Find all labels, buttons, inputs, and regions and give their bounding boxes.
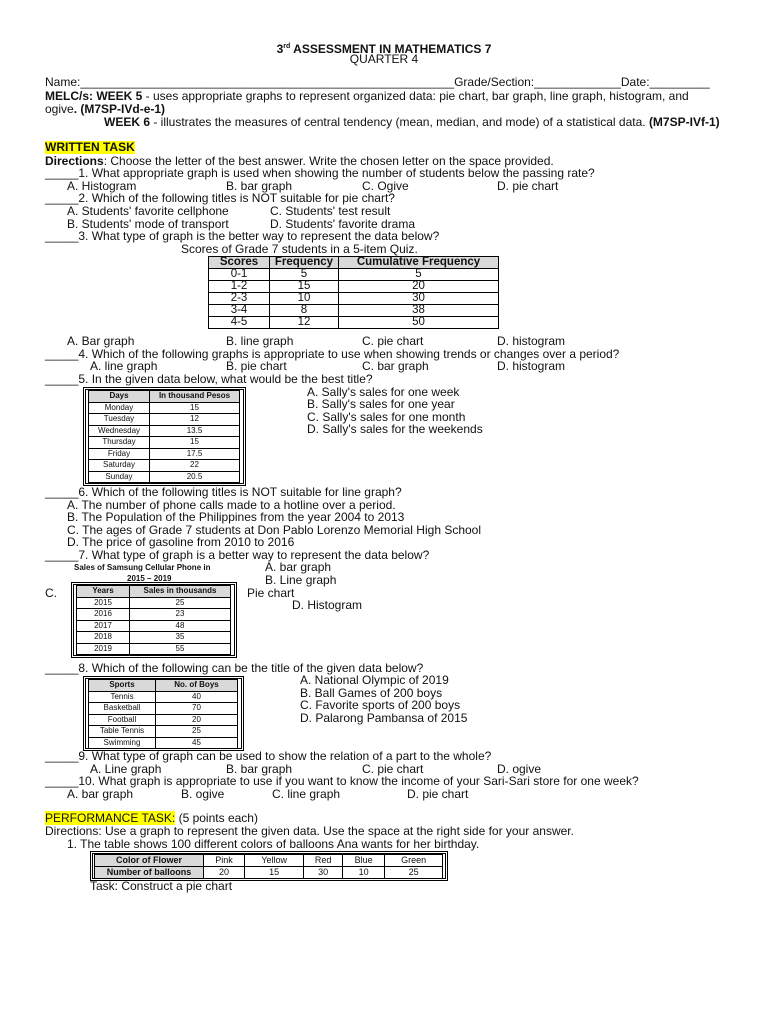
q3-table — [208, 256, 499, 329]
table-header-row — [89, 391, 240, 403]
performance-task-label: PERFORMANCE TASK: — [45, 811, 176, 825]
table-cell: Basketball — [89, 703, 156, 715]
table-row — [89, 460, 240, 472]
table-row — [77, 609, 231, 621]
table-row — [77, 632, 231, 644]
q5-option-a: A. Sally's sales for one week — [307, 385, 460, 399]
table-cell: 15 — [150, 402, 240, 414]
question-2: _____2. Which of the following titles is NOT suitable for pie chart? — [45, 191, 395, 205]
table-cell: Tuesday — [89, 414, 150, 426]
table-cell: 2015 — [77, 597, 130, 609]
table-cell: Red — [304, 855, 343, 867]
q6-option-a: A. The number of phone calls made to a hotline over a period. — [67, 498, 396, 512]
table-row — [89, 425, 240, 437]
table-cell: 15 — [270, 281, 339, 293]
q1-option-d: D. pie chart — [497, 179, 559, 193]
table-row — [89, 471, 240, 483]
question-7: _____7. What type of graph is a better way to represent the data below? — [45, 548, 430, 562]
question-5: _____5. In the given data below, what would be the best title? — [45, 372, 373, 386]
table-cell: 2018 — [77, 632, 130, 644]
q3-option-b: B. line graph — [226, 334, 294, 348]
q8-option-b: B. Ball Games of 200 boys — [300, 686, 443, 700]
q5-table — [88, 390, 240, 483]
table-cell: 13.5 — [150, 425, 240, 437]
table-header: Sales in thousands — [130, 586, 231, 598]
table-cell: 20 — [156, 714, 238, 726]
table-cell: 2019 — [77, 643, 130, 655]
q2-option-b: B. Students' mode of transport — [67, 217, 229, 231]
table-header-row — [89, 680, 238, 692]
q7-table — [76, 585, 231, 655]
table-cell: 20 — [204, 867, 245, 879]
q3-option-a: A. Bar graph — [67, 334, 135, 348]
table-cell: 30 — [304, 867, 343, 879]
table-cell: 25 — [385, 867, 443, 879]
melc-label: MELC/s: — [45, 89, 93, 103]
table-cell: Saturday — [89, 460, 150, 472]
table-cell: Monday — [89, 402, 150, 414]
q8-option-a: A. National Olympic of 2019 — [300, 673, 449, 687]
table-cell: 70 — [156, 703, 238, 715]
table-cell: Thursday — [89, 437, 150, 449]
written-task-heading: WRITTEN TASK — [45, 140, 135, 154]
performance-task-points: (5 points each) — [175, 811, 258, 825]
table-cell: 12 — [270, 317, 339, 329]
q6-option-b: B. The Population of the Philippines from the year 2004 to 2013 — [67, 510, 405, 524]
table-cell: 17.5 — [150, 448, 240, 460]
table-cell: Green — [385, 855, 443, 867]
table-cell: 50 — [339, 317, 499, 329]
title-superscript: rd — [283, 43, 291, 50]
table-cell: Football — [89, 714, 156, 726]
table-header: Color of Flower — [95, 855, 204, 867]
table-row — [95, 855, 443, 867]
table-cell: Tennis — [89, 691, 156, 703]
table-row — [95, 867, 443, 879]
q7-option-b: B. Line graph — [265, 573, 337, 587]
q9-option-a: A. Line graph — [90, 762, 162, 776]
q9-option-b: B. bar graph — [226, 762, 293, 776]
table-row — [89, 414, 240, 426]
q1-option-a: A. Histogram — [67, 179, 137, 193]
q2-option-a: A. Students' favorite cellphone — [67, 204, 229, 218]
table-row — [77, 643, 231, 655]
table-row — [89, 448, 240, 460]
question-4: _____4. Which of the following graphs is appropriate to use when showing trends or changes over a period? — [45, 347, 620, 361]
q10-option-b: B. ogive — [181, 787, 225, 801]
table-header-row — [77, 586, 231, 598]
table-cell: 2017 — [77, 620, 130, 632]
table-header: In thousand Pesos — [150, 391, 240, 403]
q2-option-c: C. Students' test result — [270, 204, 391, 218]
table-cell: Blue — [343, 855, 385, 867]
q3-option-d: D. histogram — [497, 334, 566, 348]
q8-option-c: C. Favorite sports of 200 boys — [300, 698, 461, 712]
q9-option-c: C. pie chart — [362, 762, 424, 776]
table-cell: 55 — [130, 643, 231, 655]
question-8: _____8. Which of the following can be the title of the given data below? — [45, 661, 424, 675]
week5-code: . (M7SP-IVd-e-1) — [73, 102, 166, 116]
q10-option-a: A. bar graph — [67, 787, 134, 801]
table-cell: 5 — [339, 269, 499, 281]
table-cell: 8 — [270, 305, 339, 317]
table-header: Scores — [209, 257, 270, 269]
table-row — [77, 620, 231, 632]
q10-option-d: D. pie chart — [407, 787, 469, 801]
q6-option-c: C. The ages of Grade 7 students at Don Pablo Lorenzo Memorial High School — [67, 523, 482, 537]
q8-option-d: D. Palarong Pambansa of 2015 — [300, 711, 468, 725]
table-cell: 5 — [270, 269, 339, 281]
table-header: Sports — [89, 680, 156, 692]
table-cell: Swimming — [89, 737, 156, 749]
directions-label: Directions — [45, 154, 104, 168]
title-text: ASSESSMENT IN MATHEMATICS 7 — [290, 42, 492, 56]
table-cell: 0-1 — [209, 269, 270, 281]
week5-text: - uses appropriate graphs to represent organized data: pie chart, bar graph, line graph, histogram, and — [142, 89, 689, 103]
q4-option-b: B. pie chart — [226, 359, 287, 373]
table-cell: Yellow — [245, 855, 304, 867]
table-cell: Pink — [204, 855, 245, 867]
table-header-row — [209, 257, 499, 269]
table-cell: 23 — [130, 609, 231, 621]
table-row — [89, 691, 238, 703]
performance-directions: Directions: Use a graph to represent the given data. Use the space at the right side for your answer. — [45, 824, 574, 838]
table-row — [89, 737, 238, 749]
week6-text: - illustrates the measures of central tendency (mean, median, and mode) of a statistical data. — [150, 115, 649, 129]
question-3: _____3. What type of graph is the better way to represent the data below? — [45, 229, 440, 243]
q6-option-d: D. The price of gasoline from 2010 to 2016 — [67, 535, 295, 549]
table-cell: Table Tennis — [89, 726, 156, 738]
q1-option-c: C. Ogive — [362, 179, 409, 193]
table-cell: 20 — [339, 281, 499, 293]
q8-table — [88, 679, 238, 749]
table-cell: 20.5 — [150, 471, 240, 483]
table-cell: 45 — [156, 737, 238, 749]
table-row — [89, 402, 240, 414]
table-cell: 38 — [339, 305, 499, 317]
directions-text: : Choose the letter of the best answer. Write the chosen letter on the space provided. — [103, 154, 554, 168]
balloon-table — [94, 854, 443, 879]
table-cell: 3-4 — [209, 305, 270, 317]
table-cell: 25 — [156, 726, 238, 738]
q5-option-d: D. Sally's sales for the weekends — [307, 422, 483, 436]
performance-item-1: 1. The table shows 100 different colors of balloons Ana wants for her birthday. — [67, 837, 480, 851]
week6-label: WEEK 6 — [104, 115, 151, 129]
q7-option-c-letter: C. — [45, 586, 57, 600]
table-row — [209, 317, 499, 329]
table-cell: 35 — [130, 632, 231, 644]
table-header: Frequency — [270, 257, 339, 269]
table-cell: 10 — [270, 293, 339, 305]
table-row — [209, 293, 499, 305]
q3-caption: Scores of Grade 7 students in a 5-item Quiz. — [181, 242, 418, 256]
q7-option-c-text: Pie chart — [247, 586, 295, 600]
table-header: No. of Boys — [156, 680, 238, 692]
table-row — [89, 703, 238, 715]
q5-option-b: B. Sally's sales for one year — [307, 397, 455, 411]
title-number: 3 — [276, 42, 284, 56]
quarter-label: QUARTER 4 — [349, 52, 419, 66]
table-cell: 2-3 — [209, 293, 270, 305]
q9-option-d: D. ogive — [497, 762, 542, 776]
table-cell: 2016 — [77, 609, 130, 621]
table-cell: Wednesday — [89, 425, 150, 437]
table-cell: 40 — [156, 691, 238, 703]
table-cell: 15 — [245, 867, 304, 879]
table-row — [77, 597, 231, 609]
table-row — [209, 305, 499, 317]
q7-option-d: D. Histogram — [292, 598, 363, 612]
table-cell: 10 — [343, 867, 385, 879]
table-cell: 48 — [130, 620, 231, 632]
q7-caption-line1: Sales of Samsung Cellular Phone in — [74, 563, 211, 572]
table-cell: 1-2 — [209, 281, 270, 293]
table-cell: Friday — [89, 448, 150, 460]
table-cell: 25 — [130, 597, 231, 609]
table-header: Number of balloons — [95, 867, 204, 879]
table-row — [89, 437, 240, 449]
table-cell: 4-5 — [209, 317, 270, 329]
table-row — [209, 281, 499, 293]
table-row — [89, 726, 238, 738]
week5-label: WEEK 5 — [93, 89, 143, 103]
q10-option-c: C. line graph — [272, 787, 341, 801]
q3-option-c: C. pie chart — [362, 334, 424, 348]
q7-caption-line2: 2015 – 2019 — [127, 574, 172, 583]
melc-week6 — [104, 116, 720, 129]
table-cell: 12 — [150, 414, 240, 426]
table-row — [209, 269, 499, 281]
question-10: _____10. What graph is appropriate to use if you want to know the income of your Sari-Sari store for one week? — [45, 774, 639, 788]
table-header: Cumulative Frequency — [339, 257, 499, 269]
table-header: Days — [89, 391, 150, 403]
q7-option-a: A. bar graph — [265, 560, 332, 574]
table-row — [89, 714, 238, 726]
q4-option-c: C. bar graph — [362, 359, 429, 373]
question-1: _____1. What appropriate graph is used when showing the number of students below the passing rate? — [45, 166, 595, 180]
table-cell: 22 — [150, 460, 240, 472]
week6-code: (M7SP-IVf-1) — [648, 115, 720, 129]
table-header: Years — [77, 586, 130, 598]
table-cell: Sunday — [89, 471, 150, 483]
q4-option-d: D. histogram — [497, 359, 566, 373]
week5-line2: ogive — [45, 102, 74, 116]
name-grade-date-line: Name:________________________________________________________Grade/Section:_____________Date:_________ — [45, 75, 710, 89]
table-cell: 15 — [150, 437, 240, 449]
q2-option-d: D. Students' favorite drama — [270, 217, 416, 231]
q4-option-a: A. line graph — [90, 359, 158, 373]
performance-task-instruction: Task: Construct a pie chart — [90, 879, 233, 893]
question-6: _____6. Which of the following titles is NOT suitable for line graph? — [45, 485, 402, 499]
q1-option-b: B. bar graph — [226, 179, 293, 193]
table-cell: 30 — [339, 293, 499, 305]
question-9: _____9. What type of graph can be used to show the relation of a part to the whole? — [45, 749, 492, 763]
q5-option-c: C. Sally's sales for one month — [307, 410, 466, 424]
